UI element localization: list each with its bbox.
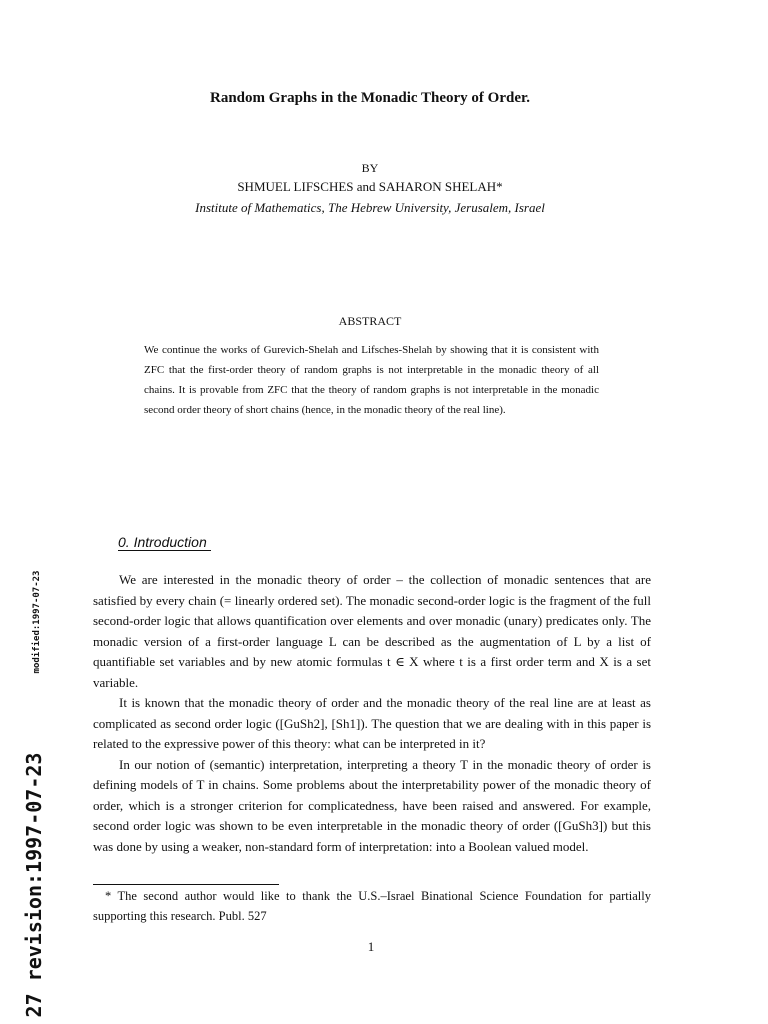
page-number: 1 bbox=[367, 939, 375, 954]
author-list: SHMUEL LIFSCHES and SAHARON SHELAH* bbox=[237, 179, 503, 194]
body-text bbox=[93, 570, 651, 857]
byline-label: BY bbox=[361, 161, 379, 175]
affiliation: Institute of Mathematics, The Hebrew University, Jerusalem, Israel bbox=[195, 200, 545, 215]
footnote: * The second author would like to thank the U.S.–Israel Binational Science Foundation for partially supporting this research. Publ. 527 bbox=[93, 889, 651, 923]
abstract-heading: ABSTRACT bbox=[338, 314, 402, 328]
paragraph: We are interested in the monadic theory of order – the collection of monadic sentences that are satisfied by every chain (= linearly ordered set). The monadic second-order logic is the fragment of the full second-order logic that allows quantification over elements and over monadic (unary) predicates only. The monadic version of a first-order language L can be described as the augmentation of L by a list of quantifiable set variables and by new atomic formulas t ∈ X where t is a first order term and X is a set variable. bbox=[93, 572, 651, 690]
paper-title: Random Graphs in the Monadic Theory of Order. bbox=[209, 90, 531, 106]
section-heading: 0. Introduction bbox=[118, 534, 211, 551]
revision-stamp: 27 revision:1997-07-23 bbox=[22, 752, 46, 1018]
modified-stamp: modified:1997-07-23 bbox=[32, 570, 42, 674]
paragraph: In our notion of (semantic) interpretation, interpreting a theory T in the monadic theory of order is defining models of T in chains. Some problems about the interpretability power of the monadic theory of order, which is a stronger criterion for complicatedness, have been raised and answered. For example, second order logic was shown to be even interpretable in the monadic theory of order ([GuSh3]) but this was done by using a weaker, non-standard form of interpretation: into a Boolean valued model. bbox=[93, 756, 651, 854]
abstract-text: We continue the works of Gurevich-Shelah and Lifsches-Shelah by showing that it is consistent with ZFC that the first-order theory of random graphs is not interpretable in the monadic theory of all chains. It is provable from ZFC that the theory of random graphs is not interpretable in the monadic second order theory of short chains (hence, in the monadic theory of the real line). bbox=[144, 344, 599, 416]
footnote-rule bbox=[93, 884, 279, 885]
paragraph: It is known that the monadic theory of order and the monadic theory of the real line are at least as complicated as second order logic ([GuSh2], [Sh1]). The question that we are dealing with in this paper is related to the expressive power of this theory: what can be interpreted in it? bbox=[93, 695, 651, 751]
